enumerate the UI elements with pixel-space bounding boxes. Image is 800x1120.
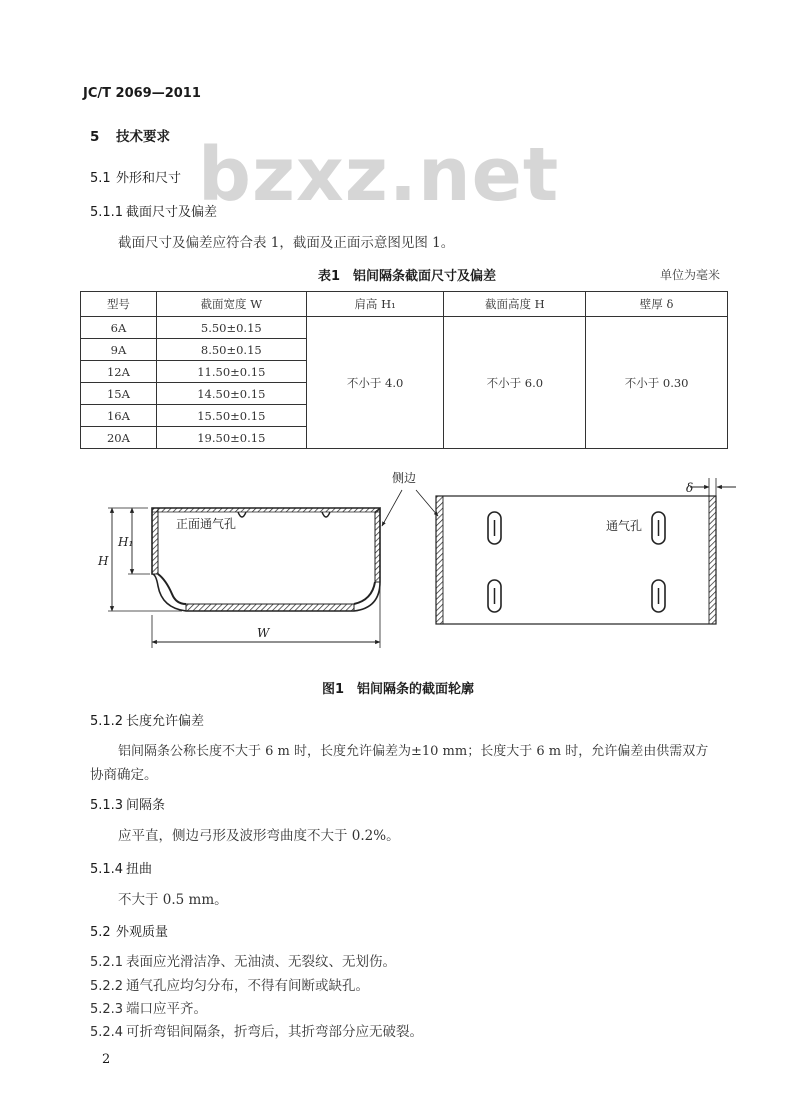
section-title: 长度允许偏差 [126,714,205,729]
item-number: 5.2.1 [90,955,124,970]
section-5-1-1-heading [90,201,217,220]
section-5-1-heading [90,167,181,186]
section-5-2-heading [90,921,168,940]
item-text: 可折弯铝间隔条，折弯后，其折弯部分应无破裂。 [126,1024,423,1040]
model-cell: 12A [81,361,157,383]
item-number: 5.2.3 [90,1002,124,1017]
section-title: 间隔条 [126,798,166,813]
item-text: 通气孔应均匀分布，不得有间断或缺孔。 [126,978,369,994]
section-number: 5.1.2 [90,714,124,729]
label-delta: δ [686,481,694,495]
section-title: 外观质量 [116,925,169,940]
section-5-1-4-heading [90,858,152,877]
section-5-1-3-heading [90,794,165,813]
table-row [81,317,728,339]
label-H: H [98,554,109,568]
section-number: 5.2 [90,925,111,940]
section-5-1-2-heading [90,710,204,729]
item-number: 5.2.4 [90,1025,124,1040]
width-cell: 8.50±0.15 [156,339,306,361]
table-header-row [81,292,728,317]
paragraph-5-1-1: 截面尺寸及偏差应符合表 1，截面及正面示意图见图 1。 [118,235,455,251]
list-item [90,997,207,1017]
section-number: 5.1.1 [90,205,124,220]
label-vent: 通气孔 [606,519,643,533]
width-cell: 11.50±0.15 [156,361,306,383]
label-H1: H₁ [118,535,134,549]
standard-code: JC/T 2069—2011 [83,86,201,101]
dimension-table [80,291,728,449]
section-title: 截面尺寸及偏差 [126,205,218,220]
shoulder-height-cell: 不小于 4.0 [306,317,444,449]
item-number: 5.2.2 [90,979,124,994]
front-view [436,496,716,624]
table-caption: 表1 铝间隔条截面尺寸及偏差 [318,269,497,284]
list-item [90,1020,423,1040]
section-5-heading [90,125,170,145]
list-item [90,950,396,970]
header-model: 型号 [81,292,157,317]
header-width: 截面宽度 W [156,292,306,317]
paragraph-5-1-2-line-2: 协商确定。 [90,767,158,783]
section-number: 5 [90,129,100,145]
model-cell: 6A [81,317,157,339]
item-text: 表面应光滑洁净、无油渍、无裂纹、无划伤。 [126,954,396,970]
model-cell: 9A [81,339,157,361]
item-text: 端口应平齐。 [126,1001,207,1017]
page-number: 2 [102,1052,111,1067]
section-title: 技术要求 [116,129,170,145]
section-number: 5.1 [90,171,111,186]
header-section-height: 截面高度 H [444,292,586,317]
paragraph-5-1-2-line-1: 铝间隔条公称长度不大于 6 m 时，长度允许偏差为±10 mm；长度大于 6 m 时，允许偏差由供需双方 [118,744,709,759]
section-height-cell: 不小于 6.0 [444,317,586,449]
model-cell: 20A [81,427,157,449]
paragraph-5-1-4: 不大于 0.5 mm。 [118,892,228,908]
width-cell: 5.50±0.15 [156,317,306,339]
width-cell: 19.50±0.15 [156,427,306,449]
section-number: 5.1.3 [90,798,124,813]
label-W: W [257,626,270,640]
section-title: 扭曲 [126,862,153,877]
label-front-vent: 正面通气孔 [176,517,237,531]
section-title: 外形和尺寸 [116,171,182,186]
figure-caption: 图1 铝间隔条的截面轮廓 [322,682,475,697]
header-shoulder-height: 肩高 H₁ [306,292,444,317]
list-item [90,974,369,994]
table-unit: 单位为毫米 [660,268,721,282]
width-cell: 14.50±0.15 [156,383,306,405]
model-cell: 16A [81,405,157,427]
watermark-text: bzxz.net [198,132,560,218]
model-cell: 15A [81,383,157,405]
section-number: 5.1.4 [90,862,124,877]
header-wall-thickness: 壁厚 δ [586,292,728,317]
label-side: 侧边 [392,471,417,485]
wall-thickness-cell: 不小于 0.30 [586,317,728,449]
cross-section-figure [90,470,750,670]
paragraph-5-1-3: 应平直，侧边弓形及波形弯曲度不大于 0.2%。 [118,828,400,844]
width-cell: 15.50±0.15 [156,405,306,427]
